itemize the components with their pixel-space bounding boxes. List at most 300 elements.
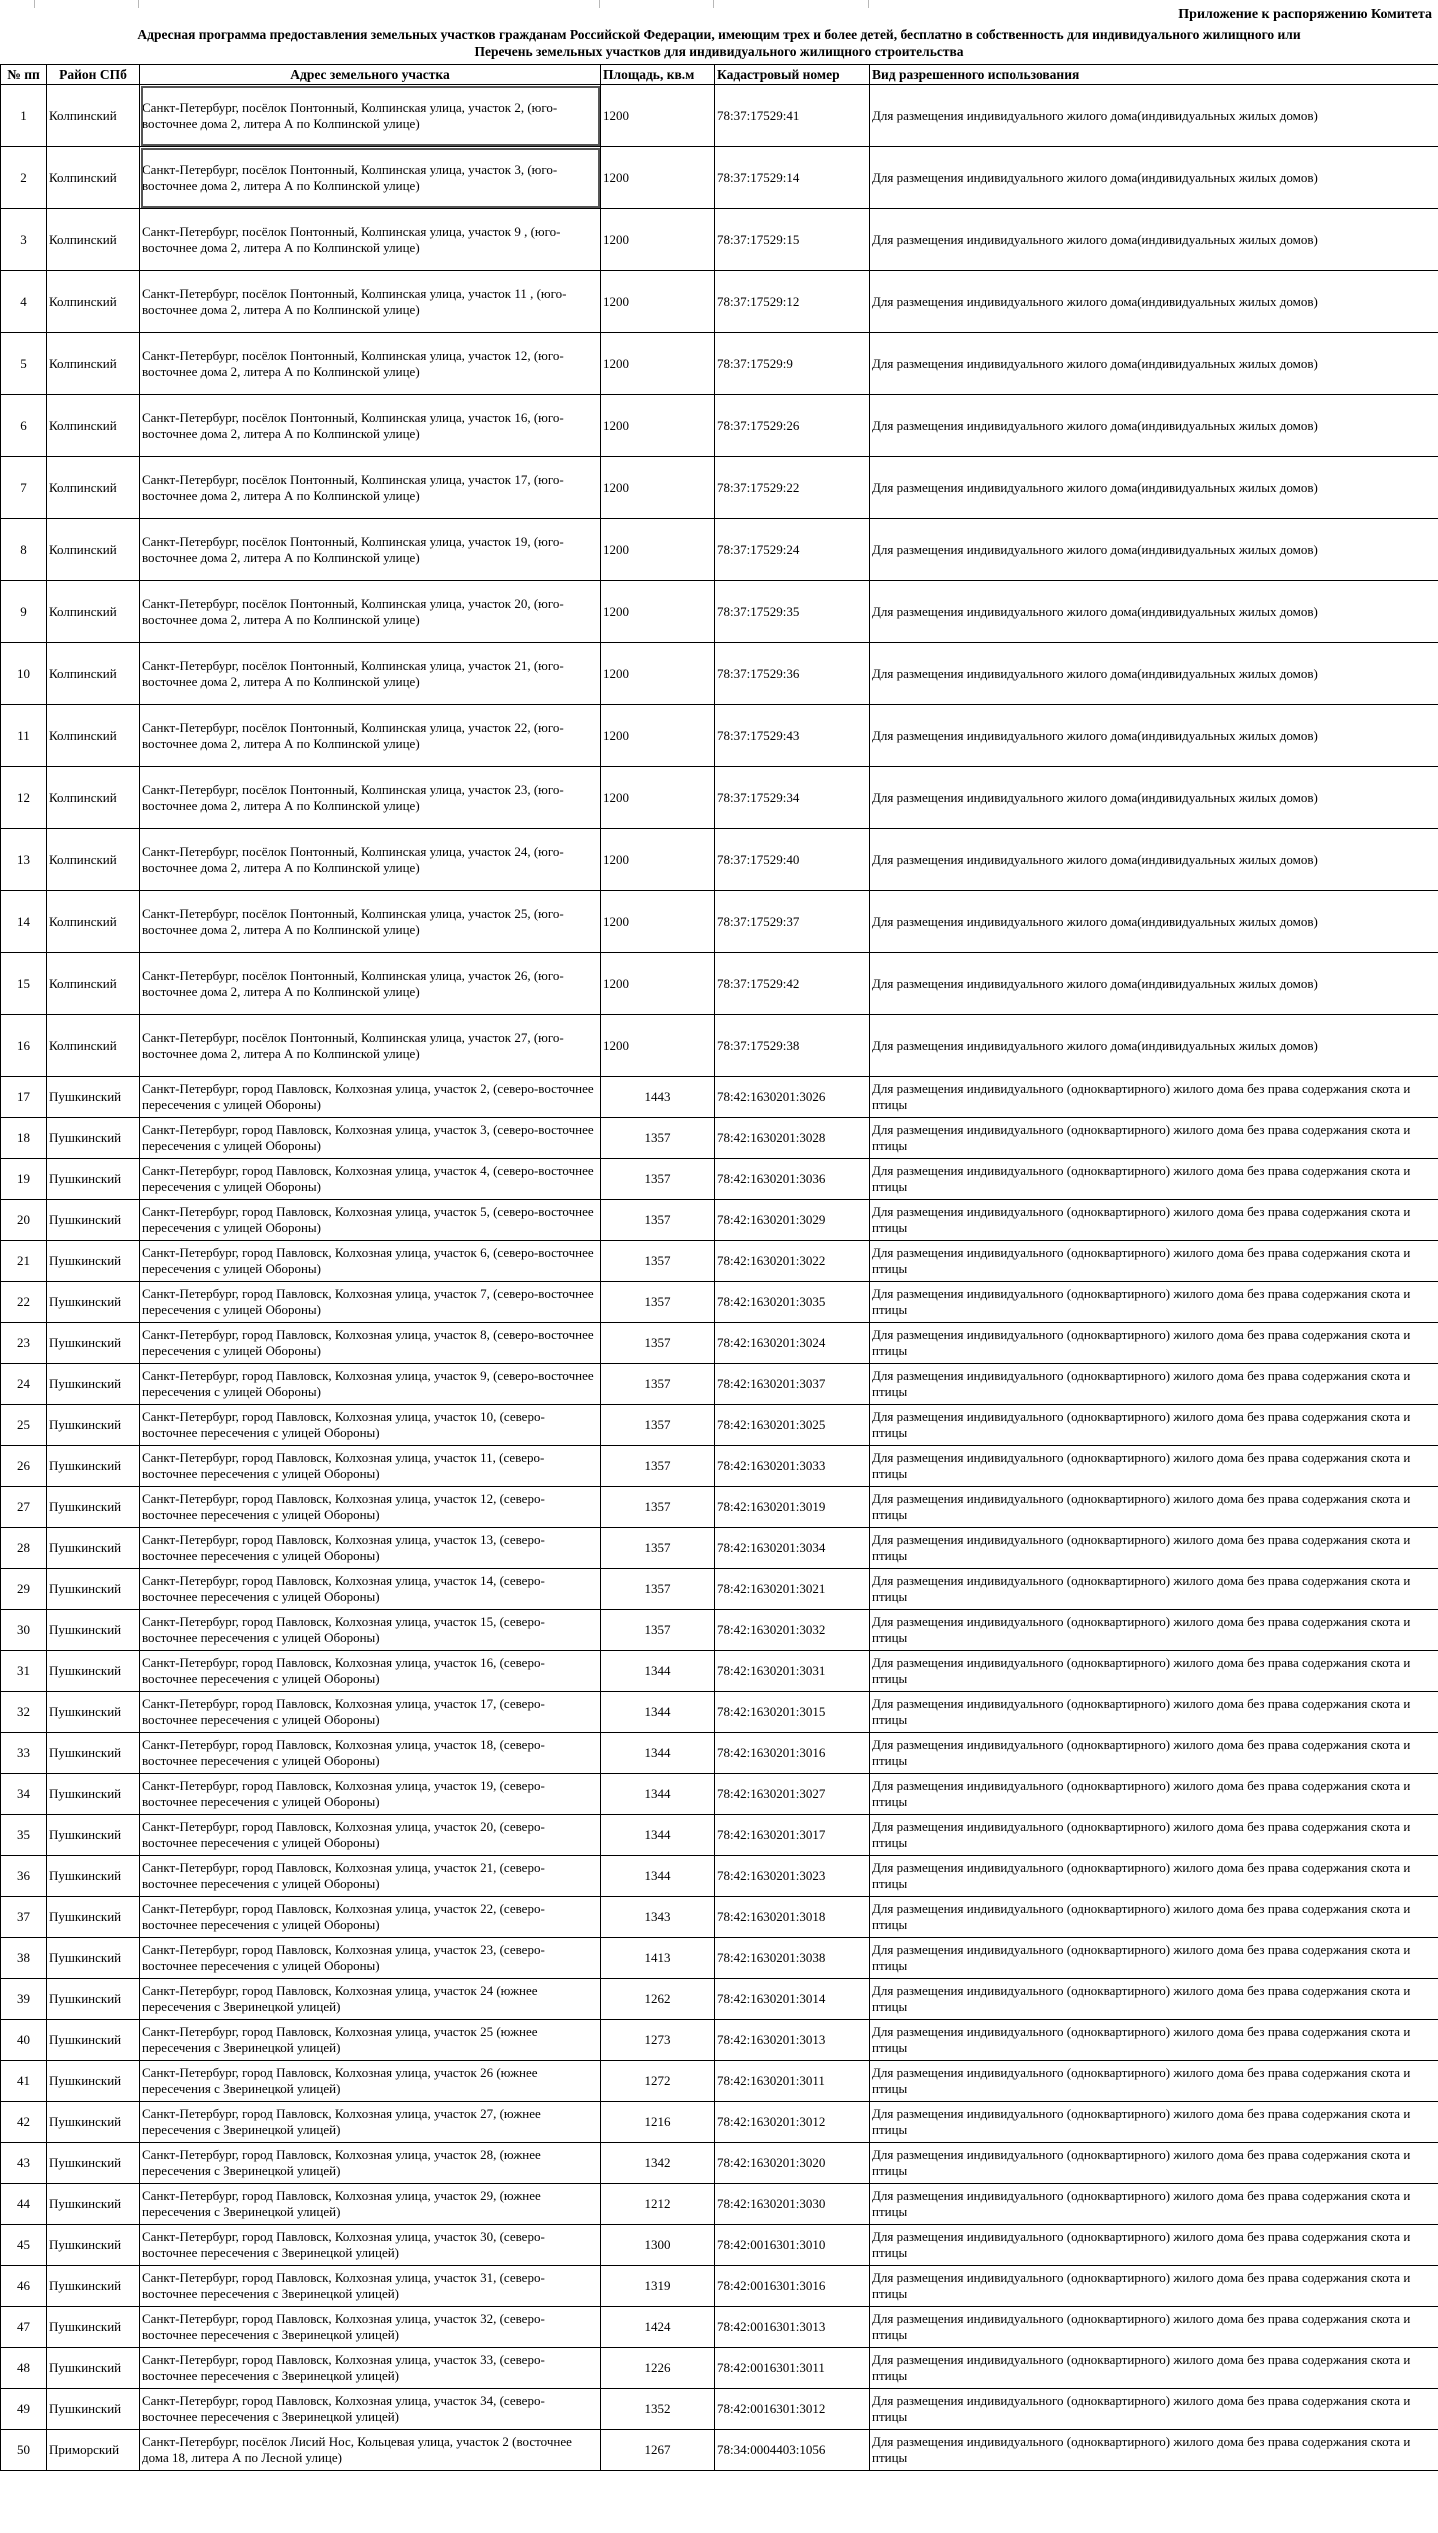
cell-district: Пушкинский (47, 1200, 140, 1241)
cell-address: Санкт-Петербург, город Павловск, Колхозная улица, участок 21, (северо-восточнее пересечения с улицей Обороны) (140, 1856, 601, 1897)
cell-use: Для размещения индивидуального жилого дома(индивидуальных жилых домов) (870, 85, 1438, 147)
cell-district: Пушкинский (47, 1979, 140, 2020)
cell-area: 1200 (601, 457, 715, 519)
cell-address: Санкт-Петербург, город Павловск, Колхозная улица, участок 26 (южнее пересечения с Зверинецкой улицей) (140, 2061, 601, 2102)
cell-cadastral: 78:42:1630201:3013 (715, 2020, 870, 2061)
cell-address: Санкт-Петербург, город Павловск, Колхозная улица, участок 28, (южнее пересечения с Зверинецкой улицей) (140, 2143, 601, 2184)
cell-district: Пушкинский (47, 1938, 140, 1979)
cell-num: 32 (1, 1692, 47, 1733)
table-row (1, 581, 1438, 643)
cell-num: 9 (1, 581, 47, 643)
cell-area: 1413 (601, 1938, 715, 1979)
cell-area: 1200 (601, 581, 715, 643)
cell-area: 1357 (601, 1528, 715, 1569)
cell-address: Санкт-Петербург, посёлок Понтонный, Колпинская улица, участок 25, (юго-восточнее дома 2, литера А по Колпинской улице) (140, 891, 601, 953)
table-row (1, 1610, 1438, 1651)
cell-area: 1200 (601, 271, 715, 333)
cell-area: 1200 (601, 333, 715, 395)
cell-num: 41 (1, 2061, 47, 2102)
cell-cadastral: 78:42:1630201:3033 (715, 1446, 870, 1487)
cell-area: 1357 (601, 1282, 715, 1323)
cell-use: Для размещения индивидуального (одноквартирного) жилого дома без права содержания скота и птицы (870, 2389, 1438, 2430)
cell-area: 1319 (601, 2266, 715, 2307)
cell-cadastral: 78:42:1630201:3029 (715, 1200, 870, 1241)
cell-address: Санкт-Петербург, город Павловск, Колхозная улица, участок 18, (северо-восточнее пересечения с улицей Обороны) (140, 1733, 601, 1774)
cell-num: 42 (1, 2102, 47, 2143)
program-title: Адресная программа предоставления земельных участков гражданам Российской Федерации, имеющим трех и более детей, бесплатно в собственность для индивидуального жилищного или (137, 27, 1301, 42)
cell-address: Санкт-Петербург, город Павловск, Колхозная улица, участок 6, (северо-восточнее пересечения с улицей Обороны) (140, 1241, 601, 1282)
table-row (1, 1774, 1438, 1815)
cell-district: Колпинский (47, 705, 140, 767)
cell-use: Для размещения индивидуального (одноквартирного) жилого дома без права содержания скота и птицы (870, 1364, 1438, 1405)
table-row (1, 519, 1438, 581)
cell-district: Пушкинский (47, 2020, 140, 2061)
cell-num: 26 (1, 1446, 47, 1487)
cell-address: Санкт-Петербург, город Павловск, Колхозная улица, участок 29, (южнее пересечения с Зверинецкой улицей) (140, 2184, 601, 2225)
cell-address: Санкт-Петербург, город Павловск, Колхозная улица, участок 4, (северо-восточнее пересечения с улицей Обороны) (140, 1159, 601, 1200)
cell-use: Для размещения индивидуального (одноквартирного) жилого дома без права содержания скота и птицы (870, 1241, 1438, 1282)
cell-use: Для размещения индивидуального (одноквартирного) жилого дома без права содержания скота и птицы (870, 1159, 1438, 1200)
table-row (1, 1364, 1438, 1405)
cell-area: 1200 (601, 85, 715, 147)
cell-use: Для размещения индивидуального (одноквартирного) жилого дома без права содержания скота и птицы (870, 1487, 1438, 1528)
cell-num: 50 (1, 2430, 47, 2471)
cell-district: Колпинский (47, 209, 140, 271)
cell-num: 3 (1, 209, 47, 271)
cell-district: Колпинский (47, 271, 140, 333)
cell-address: Санкт-Петербург, город Павловск, Колхозная улица, участок 5, (северо-восточнее пересечения с улицей Обороны) (140, 1200, 601, 1241)
cell-num: 11 (1, 705, 47, 767)
cell-district: Пушкинский (47, 2143, 140, 2184)
cell-use: Для размещения индивидуального (одноквартирного) жилого дома без права содержания скота и птицы (870, 1528, 1438, 1569)
cell-district: Пушкинский (47, 1159, 140, 1200)
cell-cadastral: 78:37:17529:42 (715, 953, 870, 1015)
header-num: № пп (1, 65, 47, 85)
cell-district: Колпинский (47, 581, 140, 643)
cell-cadastral: 78:42:1630201:3024 (715, 1323, 870, 1364)
cell-address: Санкт-Петербург, посёлок Понтонный, Колпинская улица, участок 9 , (юго-восточнее дома 2, литера А по Колпинской улице) (140, 209, 601, 271)
cell-area: 1357 (601, 1323, 715, 1364)
cell-use: Для размещения индивидуального (одноквартирного) жилого дома без права содержания скота и птицы (870, 2430, 1438, 2471)
cell-use: Для размещения индивидуального (одноквартирного) жилого дома без права содержания скота и птицы (870, 1692, 1438, 1733)
cell-area: 1200 (601, 519, 715, 581)
cell-num: 6 (1, 395, 47, 457)
cell-use: Для размещения индивидуального (одноквартирного) жилого дома без права содержания скота и птицы (870, 2348, 1438, 2389)
cell-district: Пушкинский (47, 1651, 140, 1692)
cell-address: Санкт-Петербург, город Павловск, Колхозная улица, участок 9, (северо-восточнее пересечения с улицей Обороны) (140, 1364, 601, 1405)
cell-area: 1267 (601, 2430, 715, 2471)
plots-table (0, 64, 1438, 2471)
cell-address: Санкт-Петербург, посёлок Понтонный, Колпинская улица, участок 23, (юго-восточнее дома 2, литера А по Колпинской улице) (140, 767, 601, 829)
cell-num: 47 (1, 2307, 47, 2348)
cell-num: 36 (1, 1856, 47, 1897)
cell-area: 1226 (601, 2348, 715, 2389)
cell-address: Санкт-Петербург, город Павловск, Колхозная улица, участок 30, (северо-восточнее пересечения с Зверинецкой улицей) (140, 2225, 601, 2266)
cell-use: Для размещения индивидуального (одноквартирного) жилого дома без права содержания скота и птицы (870, 2225, 1438, 2266)
cell-address: Санкт-Петербург, посёлок Понтонный, Колпинская улица, участок 20, (юго-восточнее дома 2, литера А по Колпинской улице) (140, 581, 601, 643)
cell-address: Санкт-Петербург, город Павловск, Колхозная улица, участок 13, (северо-восточнее пересечения с улицей Обороны) (140, 1528, 601, 1569)
cell-num: 1 (1, 85, 47, 147)
cell-num: 14 (1, 891, 47, 953)
cell-district: Колпинский (47, 333, 140, 395)
table-row (1, 2225, 1438, 2266)
cell-address: Санкт-Петербург, город Павловск, Колхозная улица, участок 19, (северо-восточнее пересечения с улицей Обороны) (140, 1774, 601, 1815)
cell-num: 31 (1, 1651, 47, 1692)
cell-num: 18 (1, 1118, 47, 1159)
cell-use: Для размещения индивидуального (одноквартирного) жилого дома без права содержания скота и птицы (870, 1897, 1438, 1938)
cell-address: Санкт-Петербург, город Павловск, Колхозная улица, участок 15, (северо-восточнее пересечения с улицей Обороны) (140, 1610, 601, 1651)
cell-use: Для размещения индивидуального (одноквартирного) жилого дома без права содержания скота и птицы (870, 1938, 1438, 1979)
cell-district: Колпинский (47, 457, 140, 519)
cell-cadastral: 78:37:17529:14 (715, 147, 870, 209)
cell-cadastral: 78:34:0004403:1056 (715, 2430, 870, 2471)
cell-district: Пушкинский (47, 1569, 140, 1610)
appendix-caption: Приложение к распоряжению Комитета (1178, 7, 1432, 22)
cell-address: Санкт-Петербург, город Павловск, Колхозная улица, участок 27, (южнее пересечения с Зверинецкой улицей) (140, 2102, 601, 2143)
cell-cadastral: 78:42:0016301:3013 (715, 2307, 870, 2348)
cell-cadastral: 78:37:17529:12 (715, 271, 870, 333)
cell-district: Пушкинский (47, 1815, 140, 1856)
table-row (1, 891, 1438, 953)
cell-address: Санкт-Петербург, город Павловск, Колхозная улица, участок 14, (северо-восточнее пересечения с улицей Обороны) (140, 1569, 601, 1610)
cell-district: Приморский (47, 2430, 140, 2471)
cell-num: 48 (1, 2348, 47, 2389)
table-row (1, 1077, 1438, 1118)
cell-cadastral: 78:42:1630201:3014 (715, 1979, 870, 2020)
cell-area: 1443 (601, 1077, 715, 1118)
cell-address: Санкт-Петербург, город Павловск, Колхозная улица, участок 31, (северо-восточнее пересечения с Зверинецкой улицей) (140, 2266, 601, 2307)
cell-use: Для размещения индивидуального (одноквартирного) жилого дома без права содержания скота и птицы (870, 2020, 1438, 2061)
cell-use: Для размещения индивидуального жилого дома(индивидуальных жилых домов) (870, 643, 1438, 705)
cell-use: Для размещения индивидуального (одноквартирного) жилого дома без права содержания скота и птицы (870, 1118, 1438, 1159)
cell-use: Для размещения индивидуального (одноквартирного) жилого дома без права содержания скота и птицы (870, 2143, 1438, 2184)
cell-cadastral: 78:42:1630201:3038 (715, 1938, 870, 1979)
cell-cadastral: 78:42:1630201:3016 (715, 1733, 870, 1774)
cell-district: Пушкинский (47, 1118, 140, 1159)
cell-district: Пушкинский (47, 1323, 140, 1364)
cell-num: 35 (1, 1815, 47, 1856)
cell-area: 1262 (601, 1979, 715, 2020)
cell-cadastral: 78:42:0016301:3011 (715, 2348, 870, 2389)
cell-cadastral: 78:42:1630201:3037 (715, 1364, 870, 1405)
cell-use: Для размещения индивидуального (одноквартирного) жилого дома без права содержания скота и птицы (870, 1446, 1438, 1487)
cell-use: Для размещения индивидуального жилого дома(индивидуальных жилых домов) (870, 209, 1438, 271)
cell-use: Для размещения индивидуального (одноквартирного) жилого дома без права содержания скота и птицы (870, 1610, 1438, 1651)
cell-address: Санкт-Петербург, посёлок Понтонный, Колпинская улица, участок 11 , (юго-восточнее дома 2, литера А по Колпинской улице) (140, 271, 601, 333)
cell-address: Санкт-Петербург, город Павловск, Колхозная улица, участок 2, (северо-восточнее пересечения с улицей Обороны) (140, 1077, 601, 1118)
table-row (1, 1815, 1438, 1856)
cell-district: Пушкинский (47, 1241, 140, 1282)
table-row (1, 1159, 1438, 1200)
cell-area: 1357 (601, 1118, 715, 1159)
table-row (1, 1692, 1438, 1733)
cell-address: Санкт-Петербург, город Павловск, Колхозная улица, участок 34, (северо-восточнее пересечения с Зверинецкой улицей) (140, 2389, 601, 2430)
list-title: Перечень земельных участков для индивидуального жилищного строительства (474, 44, 964, 59)
cell-use: Для размещения индивидуального жилого дома(индивидуальных жилых домов) (870, 1015, 1438, 1077)
cell-num: 22 (1, 1282, 47, 1323)
cell-num: 23 (1, 1323, 47, 1364)
cell-area: 1200 (601, 891, 715, 953)
cell-address: Санкт-Петербург, город Павловск, Колхозная улица, участок 25 (южнее пересечения с Зверинецкой улицей) (140, 2020, 601, 2061)
cell-district: Пушкинский (47, 2348, 140, 2389)
header-area: Площадь, кв.м (601, 65, 715, 85)
cell-area: 1424 (601, 2307, 715, 2348)
cell-use: Для размещения индивидуального жилого дома(индивидуальных жилых домов) (870, 581, 1438, 643)
cell-area: 1357 (601, 1364, 715, 1405)
cell-district: Колпинский (47, 829, 140, 891)
cell-area: 1343 (601, 1897, 715, 1938)
cell-area: 1344 (601, 1774, 715, 1815)
cell-num: 33 (1, 1733, 47, 1774)
cell-use: Для размещения индивидуального жилого дома(индивидуальных жилых домов) (870, 519, 1438, 581)
cell-use: Для размещения индивидуального (одноквартирного) жилого дома без права содержания скота и птицы (870, 1569, 1438, 1610)
cell-use: Для размещения индивидуального (одноквартирного) жилого дома без права содержания скота и птицы (870, 2184, 1438, 2225)
cell-use: Для размещения индивидуального (одноквартирного) жилого дома без права содержания скота и птицы (870, 2102, 1438, 2143)
cell-cadastral: 78:37:17529:22 (715, 457, 870, 519)
cell-address: Санкт-Петербург, посёлок Понтонный, Колпинская улица, участок 3, (юго-восточнее дома 2, литера А по Колпинской улице) (140, 147, 601, 209)
cell-use: Для размещения индивидуального жилого дома(индивидуальных жилых домов) (870, 395, 1438, 457)
cell-num: 4 (1, 271, 47, 333)
cell-area: 1357 (601, 1569, 715, 1610)
cell-district: Колпинский (47, 953, 140, 1015)
table-row (1, 1323, 1438, 1364)
cell-area: 1216 (601, 2102, 715, 2143)
cell-use: Для размещения индивидуального жилого дома(индивидуальных жилых домов) (870, 829, 1438, 891)
cell-cadastral: 78:37:17529:37 (715, 891, 870, 953)
cell-area: 1357 (601, 1446, 715, 1487)
cell-district: Колпинский (47, 767, 140, 829)
cell-address: Санкт-Петербург, город Павловск, Колхозная улица, участок 12, (северо-восточнее пересечения с улицей Обороны) (140, 1487, 601, 1528)
cell-district: Пушкинский (47, 1446, 140, 1487)
cell-area: 1357 (601, 1159, 715, 1200)
table-row (1, 147, 1438, 209)
cell-use: Для размещения индивидуального жилого дома(индивидуальных жилых домов) (870, 333, 1438, 395)
cell-district: Пушкинский (47, 1610, 140, 1651)
cell-cadastral: 78:42:1630201:3018 (715, 1897, 870, 1938)
table-row (1, 1241, 1438, 1282)
cell-num: 2 (1, 147, 47, 209)
cell-area: 1200 (601, 705, 715, 767)
cell-num: 16 (1, 1015, 47, 1077)
cell-area: 1344 (601, 1856, 715, 1897)
cell-area: 1273 (601, 2020, 715, 2061)
cell-district: Пушкинский (47, 1897, 140, 1938)
cell-address: Санкт-Петербург, город Павловск, Колхозная улица, участок 22, (северо-восточнее пересечения с улицей Обороны) (140, 1897, 601, 1938)
cell-district: Пушкинский (47, 1282, 140, 1323)
cell-cadastral: 78:37:17529:34 (715, 767, 870, 829)
cell-area: 1300 (601, 2225, 715, 2266)
cell-address: Санкт-Петербург, посёлок Понтонный, Колпинская улица, участок 19, (юго-восточнее дома 2, литера А по Колпинской улице) (140, 519, 601, 581)
cell-num: 8 (1, 519, 47, 581)
cell-address: Санкт-Петербург, посёлок Лисий Нос, Кольцевая улица, участок 2 (восточнее дома 18, литера А по Лесной улице) (140, 2430, 601, 2471)
cell-cadastral: 78:37:17529:43 (715, 705, 870, 767)
cell-district: Пушкинский (47, 1364, 140, 1405)
cell-area: 1352 (601, 2389, 715, 2430)
cell-cadastral: 78:37:17529:26 (715, 395, 870, 457)
cell-area: 1200 (601, 767, 715, 829)
cell-address: Санкт-Петербург, город Павловск, Колхозная улица, участок 32, (северо-восточнее пересечения с Зверинецкой улицей) (140, 2307, 601, 2348)
cell-num: 13 (1, 829, 47, 891)
cell-address: Санкт-Петербург, город Павловск, Колхозная улица, участок 33, (северо-восточнее пересечения с Зверинецкой улицей) (140, 2348, 601, 2389)
table-row (1, 1856, 1438, 1897)
cell-num: 7 (1, 457, 47, 519)
cell-area: 1344 (601, 1733, 715, 1774)
header-address: Адрес земельного участка (140, 65, 601, 85)
cell-address: Санкт-Петербург, город Павловск, Колхозная улица, участок 11, (северо-восточнее пересечения с улицей Обороны) (140, 1446, 601, 1487)
cell-district: Пушкинский (47, 1774, 140, 1815)
table-row (1, 2020, 1438, 2061)
table-row (1, 1446, 1438, 1487)
cell-area: 1272 (601, 2061, 715, 2102)
header-district: Район СПб (47, 65, 140, 85)
cell-district: Пушкинский (47, 1405, 140, 1446)
cell-district: Пушкинский (47, 2061, 140, 2102)
cell-cadastral: 78:42:1630201:3030 (715, 2184, 870, 2225)
table-row (1, 209, 1438, 271)
cell-address: Санкт-Петербург, посёлок Понтонный, Колпинская улица, участок 24, (юго-восточнее дома 2, литера А по Колпинской улице) (140, 829, 601, 891)
cell-cadastral: 78:42:1630201:3015 (715, 1692, 870, 1733)
cell-use: Для размещения индивидуального (одноквартирного) жилого дома без права содержания скота и птицы (870, 1815, 1438, 1856)
cell-use: Для размещения индивидуального (одноквартирного) жилого дома без права содержания скота и птицы (870, 1323, 1438, 1364)
cell-use: Для размещения индивидуального (одноквартирного) жилого дома без права содержания скота и птицы (870, 1405, 1438, 1446)
cell-district: Пушкинский (47, 2102, 140, 2143)
cell-use: Для размещения индивидуального (одноквартирного) жилого дома без права содержания скота и птицы (870, 1282, 1438, 1323)
table-row (1, 1405, 1438, 1446)
cell-district: Колпинский (47, 85, 140, 147)
cell-use: Для размещения индивидуального (одноквартирного) жилого дома без права содержания скота и птицы (870, 2266, 1438, 2307)
cell-num: 37 (1, 1897, 47, 1938)
cell-num: 27 (1, 1487, 47, 1528)
cell-district: Пушкинский (47, 1077, 140, 1118)
cell-cadastral: 78:42:1630201:3034 (715, 1528, 870, 1569)
cell-use: Для размещения индивидуального (одноквартирного) жилого дома без права содержания скота и птицы (870, 2061, 1438, 2102)
table-row (1, 1938, 1438, 1979)
cell-address: Санкт-Петербург, посёлок Понтонный, Колпинская улица, участок 21, (юго-восточнее дома 2, литера А по Колпинской улице) (140, 643, 601, 705)
table-row (1, 2184, 1438, 2225)
cell-cadastral: 78:42:1630201:3036 (715, 1159, 870, 1200)
cell-cadastral: 78:37:17529:9 (715, 333, 870, 395)
cell-num: 45 (1, 2225, 47, 2266)
cell-area: 1200 (601, 953, 715, 1015)
table-row (1, 2266, 1438, 2307)
cell-cadastral: 78:42:1630201:3026 (715, 1077, 870, 1118)
table-row (1, 1015, 1438, 1077)
cell-district: Колпинский (47, 1015, 140, 1077)
cell-area: 1357 (601, 1200, 715, 1241)
table-row (1, 767, 1438, 829)
cell-district: Пушкинский (47, 2266, 140, 2307)
table-row (1, 1487, 1438, 1528)
cell-use: Для размещения индивидуального жилого дома(индивидуальных жилых домов) (870, 891, 1438, 953)
cell-area: 1200 (601, 1015, 715, 1077)
cell-district: Колпинский (47, 519, 140, 581)
cell-use: Для размещения индивидуального (одноквартирного) жилого дома без права содержания скота и птицы (870, 1651, 1438, 1692)
cell-num: 10 (1, 643, 47, 705)
cell-area: 1357 (601, 1610, 715, 1651)
cell-address: Санкт-Петербург, посёлок Понтонный, Колпинская улица, участок 2, (юго-восточнее дома 2, литера А по Колпинской улице) (140, 85, 601, 147)
table-row (1, 1897, 1438, 1938)
cell-cadastral: 78:37:17529:40 (715, 829, 870, 891)
cell-address: Санкт-Петербург, город Павловск, Колхозная улица, участок 23, (северо-восточнее пересечения с улицей Обороны) (140, 1938, 601, 1979)
cell-use: Для размещения индивидуального жилого дома(индивидуальных жилых домов) (870, 953, 1438, 1015)
cell-area: 1200 (601, 209, 715, 271)
table-row (1, 1118, 1438, 1159)
cell-cadastral: 78:42:1630201:3017 (715, 1815, 870, 1856)
cell-use: Для размещения индивидуального (одноквартирного) жилого дома без права содержания скота и птицы (870, 1077, 1438, 1118)
table-row (1, 1979, 1438, 2020)
cell-address: Санкт-Петербург, посёлок Понтонный, Колпинская улица, участок 12, (юго-восточнее дома 2, литера А по Колпинской улице) (140, 333, 601, 395)
cell-cadastral: 78:42:1630201:3020 (715, 2143, 870, 2184)
cell-num: 43 (1, 2143, 47, 2184)
cell-num: 49 (1, 2389, 47, 2430)
table-row (1, 2348, 1438, 2389)
cell-district: Пушкинский (47, 2389, 140, 2430)
cell-use: Для размещения индивидуального жилого дома(индивидуальных жилых домов) (870, 271, 1438, 333)
cell-cadastral: 78:42:1630201:3022 (715, 1241, 870, 1282)
cell-district: Колпинский (47, 395, 140, 457)
table-row (1, 953, 1438, 1015)
cell-use: Для размещения индивидуального (одноквартирного) жилого дома без права содержания скота и птицы (870, 1979, 1438, 2020)
cell-num: 12 (1, 767, 47, 829)
cell-cadastral: 78:42:1630201:3025 (715, 1405, 870, 1446)
table-row (1, 2389, 1438, 2430)
cell-use: Для размещения индивидуального жилого дома(индивидуальных жилых домов) (870, 457, 1438, 519)
cell-district: Пушкинский (47, 1733, 140, 1774)
table-row (1, 271, 1438, 333)
cell-cadastral: 78:42:0016301:3010 (715, 2225, 870, 2266)
cell-area: 1212 (601, 2184, 715, 2225)
cell-num: 44 (1, 2184, 47, 2225)
table-row (1, 333, 1438, 395)
cell-num: 21 (1, 1241, 47, 1282)
cell-area: 1357 (601, 1487, 715, 1528)
table-row (1, 2102, 1438, 2143)
cell-address: Санкт-Петербург, город Павловск, Колхозная улица, участок 16, (северо-восточнее пересечения с улицей Обороны) (140, 1651, 601, 1692)
cell-cadastral: 78:37:17529:24 (715, 519, 870, 581)
cell-area: 1342 (601, 2143, 715, 2184)
cell-address: Санкт-Петербург, город Павловск, Колхозная улица, участок 10, (северо-восточнее пересечения с улицей Обороны) (140, 1405, 601, 1446)
cell-cadastral: 78:37:17529:36 (715, 643, 870, 705)
cell-address: Санкт-Петербург, город Павловск, Колхозная улица, участок 24 (южнее пересечения с Зверинецкой улицей) (140, 1979, 601, 2020)
cell-district: Колпинский (47, 891, 140, 953)
table-row (1, 2143, 1438, 2184)
cell-cadastral: 78:37:17529:38 (715, 1015, 870, 1077)
cell-address: Санкт-Петербург, посёлок Понтонный, Колпинская улица, участок 16, (юго-восточнее дома 2, литера А по Колпинской улице) (140, 395, 601, 457)
cell-area: 1200 (601, 395, 715, 457)
cell-use: Для размещения индивидуального (одноквартирного) жилого дома без права содержания скота и птицы (870, 1774, 1438, 1815)
table-row (1, 1528, 1438, 1569)
cell-district: Пушкинский (47, 2307, 140, 2348)
cell-num: 20 (1, 1200, 47, 1241)
cell-use: Для размещения индивидуального жилого дома(индивидуальных жилых домов) (870, 147, 1438, 209)
cell-district: Колпинский (47, 643, 140, 705)
cell-cadastral: 78:42:1630201:3021 (715, 1569, 870, 1610)
cell-address: Санкт-Петербург, город Павловск, Колхозная улица, участок 20, (северо-восточнее пересечения с улицей Обороны) (140, 1815, 601, 1856)
table-row (1, 1569, 1438, 1610)
table-row (1, 2307, 1438, 2348)
cell-use: Для размещения индивидуального жилого дома(индивидуальных жилых домов) (870, 705, 1438, 767)
cell-district: Пушкинский (47, 1692, 140, 1733)
header-use: Вид разрешенного использования (870, 65, 1438, 85)
header-cadastral: Кадастровый номер (715, 65, 870, 85)
cell-address: Санкт-Петербург, посёлок Понтонный, Колпинская улица, участок 17, (юго-восточнее дома 2, литера А по Колпинской улице) (140, 457, 601, 519)
table-header-row (1, 65, 1438, 85)
table-row (1, 1282, 1438, 1323)
cell-cadastral: 78:42:1630201:3023 (715, 1856, 870, 1897)
cell-num: 19 (1, 1159, 47, 1200)
cell-cadastral: 78:42:0016301:3016 (715, 2266, 870, 2307)
cell-cadastral: 78:42:1630201:3028 (715, 1118, 870, 1159)
